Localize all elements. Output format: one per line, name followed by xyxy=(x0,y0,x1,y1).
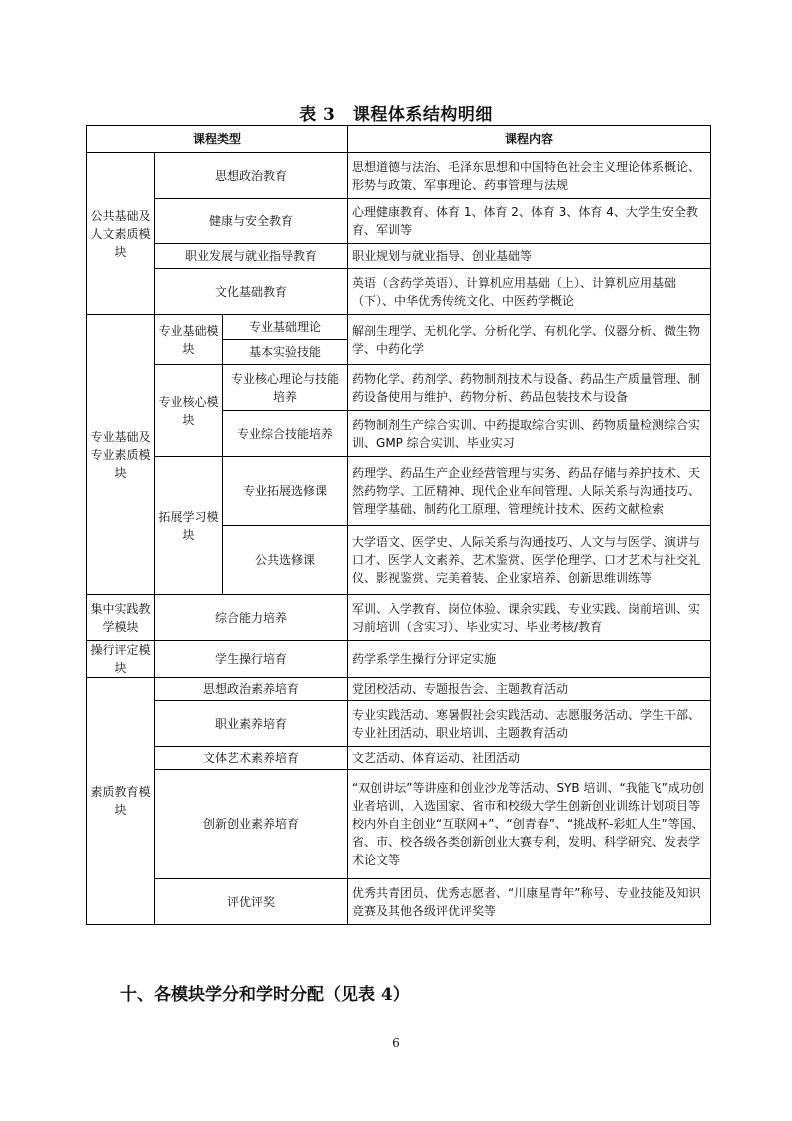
table-row xyxy=(87,641,711,678)
module-label: 专业基础及专业素质模块 xyxy=(87,315,155,595)
course-category: 评优评奖 xyxy=(155,879,348,925)
course-category: 文化基础教育 xyxy=(155,269,348,315)
course-category: 专业综合技能培养 xyxy=(223,411,348,457)
course-category: 文体艺术素养培育 xyxy=(155,747,348,770)
course-content: 职业规划与就业指导、创业基础等 xyxy=(348,244,711,269)
table-row xyxy=(87,199,711,244)
course-content: 文艺活动、体育运动、社团活动 xyxy=(348,747,711,770)
table-caption: 表 3 课程体系结构明细 xyxy=(299,105,493,125)
course-content: 药学系学生操行分评定实施 xyxy=(348,641,711,678)
course-category: 思想政治素养培育 xyxy=(155,678,348,701)
course-category: 健康与安全教育 xyxy=(155,199,348,244)
module-label: 公共基础及人文素质模块 xyxy=(87,153,155,315)
table-row xyxy=(87,269,711,315)
course-content: 党团校活动、专题报告会、主题教育活动 xyxy=(348,678,711,701)
sub-module-label: 专业基础模块 xyxy=(155,315,223,365)
course-content: “双创讲坛”等讲座和创业沙龙等活动、SYB 培训、“我能飞”成功创业者培训，入选国家、省市和校级大学生创新创业训练计划项目等校内外自主创业“互联网+”、“创青春”、“挑战杯-彩虹人生”等国、省、市、校各级各类创新创业大赛专利，发明、科学研究、发表学术论文等 xyxy=(348,770,711,879)
course-content: 优秀共青团员、优秀志愿者、“川康星青年”称号、专业技能及知识竞赛及其他各级评优评奖等 xyxy=(348,879,711,925)
course-category: 思想政治教育 xyxy=(155,153,348,199)
course-category: 专业基础理论 xyxy=(223,315,348,340)
section-heading: 十、各模块学分和学时分配（见表 4） xyxy=(120,985,410,1005)
course-content: 专业实践活动、寒暑假社会实践活动、志愿服务活动、学生干部、专业社团活动、职业培训、主题教育活动 xyxy=(348,701,711,747)
course-structure-table xyxy=(86,125,711,925)
module-label: 操行评定模块 xyxy=(87,641,155,678)
header-course-type: 课程类型 xyxy=(87,126,348,153)
course-content: 思想道德与法治、毛泽东思想和中国特色社会主义理论体系概论、形势与政策、军事理论、药事管理与法规 xyxy=(348,153,711,199)
course-category: 学生操行培育 xyxy=(155,641,348,678)
course-category: 职业发展与就业指导教育 xyxy=(155,244,348,269)
course-category: 专业拓展选修课 xyxy=(223,457,348,526)
table-row xyxy=(87,595,711,641)
course-content: 药物化学、药剂学、药物制剂技术与设备、药品生产质量管理、制药设备使用与维护、药物分析、药品包装技术与设备 xyxy=(348,365,711,411)
course-category: 基本实验技能 xyxy=(223,340,348,365)
table-row xyxy=(87,244,711,269)
table-row xyxy=(87,701,711,747)
course-category: 公共选修课 xyxy=(223,526,348,595)
table-row xyxy=(87,315,711,340)
sub-module-label: 专业核心模块 xyxy=(155,365,223,457)
table-row xyxy=(87,770,711,879)
course-content: 药理学、药品生产企业经营管理与实务、药品存储与养护技术、天然药物学、工匠精神、现代企业车间管理、人际关系与沟通技巧、管理学基础、制药化工原理、管理统计技术、医药文献检索 xyxy=(348,457,711,526)
header-row xyxy=(87,126,711,153)
table-row xyxy=(87,153,711,199)
table-row xyxy=(87,879,711,925)
course-content: 药物制剂生产综合实训、中药提取综合实训、药物质量检测综合实训、GMP 综合实训、毕业实习 xyxy=(348,411,711,457)
course-content: 英语（含药学英语）、计算机应用基础（上）、计算机应用基础（下）、中华优秀传统文化、中医药学概论 xyxy=(348,269,711,315)
course-content: 解剖生理学、无机化学、分析化学、有机化学、仪器分析、微生物学、中药化学 xyxy=(348,315,711,365)
table-row xyxy=(87,747,711,770)
sub-module-label: 拓展学习模块 xyxy=(155,457,223,595)
table-row xyxy=(87,365,711,411)
course-category: 职业素养培育 xyxy=(155,701,348,747)
table-row xyxy=(87,678,711,701)
course-content: 心理健康教育、体育 1、体育 2、体育 3、体育 4、大学生安全教育、军训等 xyxy=(348,199,711,244)
header-course-content: 课程内容 xyxy=(348,126,711,153)
course-category: 专业核心理论与技能培养 xyxy=(223,365,348,411)
module-label: 集中实践教学模块 xyxy=(87,595,155,641)
course-category: 创新创业素养培育 xyxy=(155,770,348,879)
course-content: 大学语文、医学史、人际关系与沟通技巧、人文与与医学、演讲与口才、医学人文素养、艺术鉴赏、医学伦理学、口才艺术与社交礼仪、影视鉴赏、完美着装、企业家培养、创新思维训练等 xyxy=(348,526,711,595)
course-content: 军训、入学教育、岗位体验、课余实践、专业实践、岗前培训、实习前培训（含实习）、毕业实习、毕业考核/教育 xyxy=(348,595,711,641)
course-category: 综合能力培养 xyxy=(155,595,348,641)
page-number: 6 xyxy=(392,1036,400,1050)
module-label: 素质教育模块 xyxy=(87,678,155,925)
